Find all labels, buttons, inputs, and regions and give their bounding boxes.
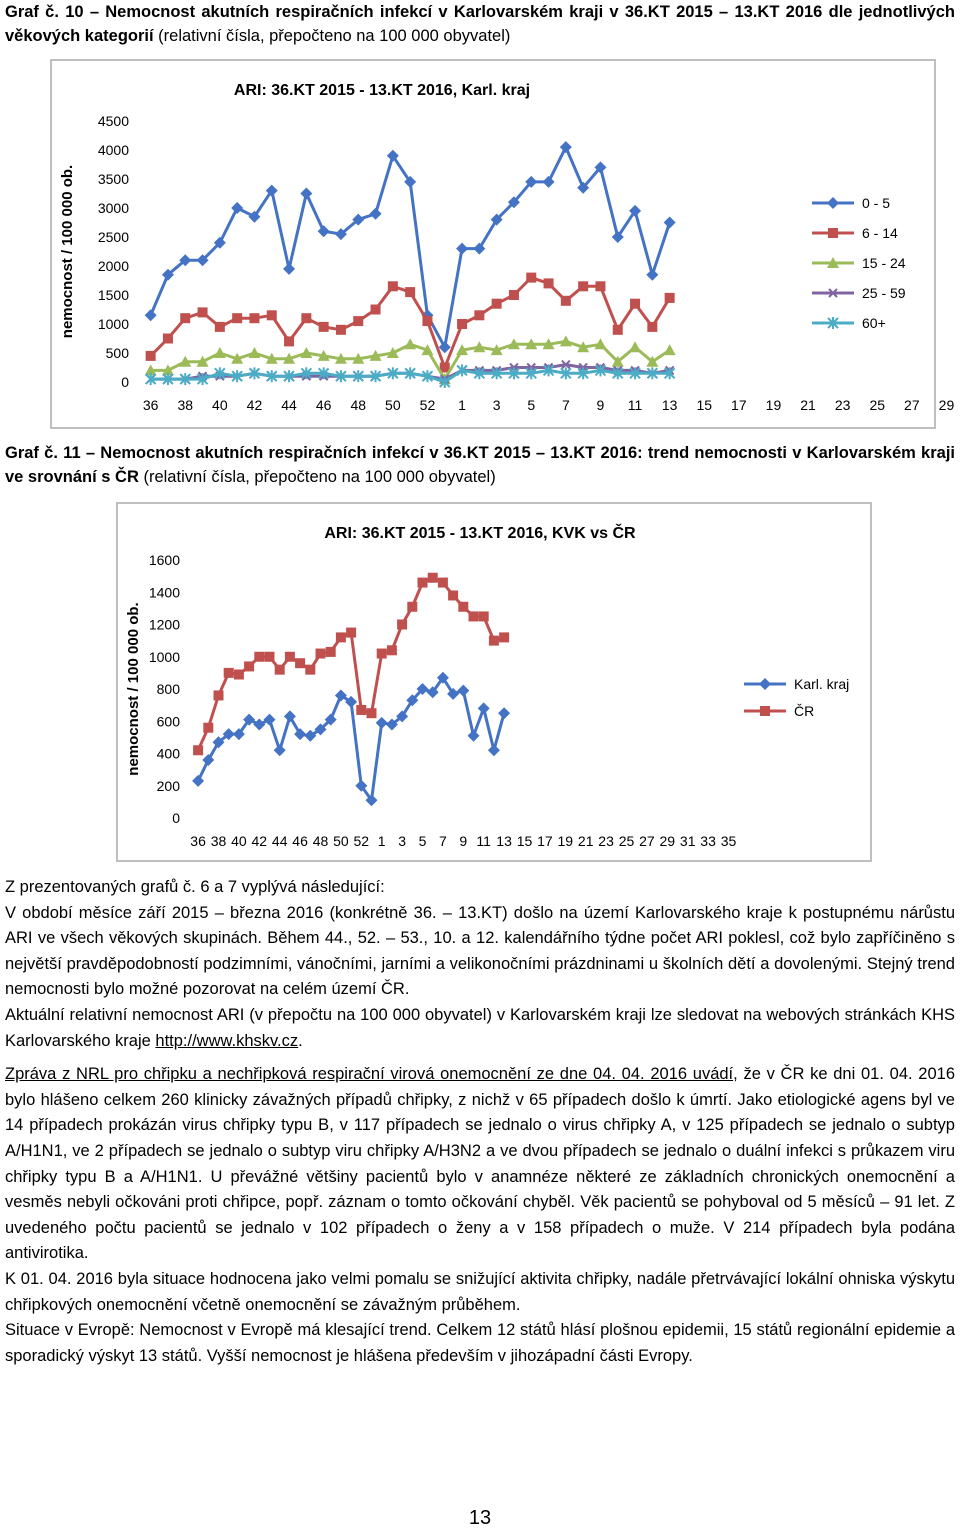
data-point-1-8 xyxy=(275,665,285,675)
data-point-0-5 xyxy=(231,202,243,214)
x-tick-label: 7 xyxy=(439,833,447,849)
data-point-0-7 xyxy=(264,714,276,726)
x-tick-label: 29 xyxy=(659,833,676,849)
data-point-1-23 xyxy=(544,278,554,288)
graph10-caption-normal: (relativní čísla, přepočteno na 100 000 obyvatel) xyxy=(153,27,511,45)
x-tick-label: 52 xyxy=(419,397,436,413)
data-point-0-17 xyxy=(439,341,451,353)
x-tick-label: 17 xyxy=(537,833,553,849)
x-tick-label: 33 xyxy=(700,833,716,849)
legend-marker-0 xyxy=(759,678,771,690)
data-point-1-5 xyxy=(232,313,242,323)
x-tick-label: 36 xyxy=(190,833,206,849)
x-tick-label: 35 xyxy=(720,833,737,849)
x-tick-label: 5 xyxy=(418,833,427,849)
data-point-1-11 xyxy=(336,325,346,335)
legend-label-4: 60+ xyxy=(862,315,886,331)
data-point-2-6 xyxy=(248,347,260,358)
data-point-0-29 xyxy=(488,744,500,756)
graph11-caption-bold: Graf č. 11 – Nemocnost akutních respiračních infekcí v 36.KT 2015 – 13.KT 2016: trend nemocnosti v Karlovarském kraji ve srovnání s ČR xyxy=(5,444,955,486)
data-point-1-13 xyxy=(371,305,381,315)
data-point-1-16 xyxy=(356,705,366,715)
data-point-1-9 xyxy=(285,652,295,662)
data-point-0-9 xyxy=(284,710,296,722)
paragraph-khs xyxy=(5,1003,955,1054)
x-tick-label: 31 xyxy=(679,833,696,849)
x-tick-label: 29 xyxy=(938,397,955,413)
x-tick-label: 5 xyxy=(527,397,536,413)
data-point-1-12 xyxy=(316,649,326,659)
y-tick-label: 4500 xyxy=(97,113,129,129)
data-point-1-11 xyxy=(305,665,315,675)
y-axis-label: nemocnost / 100 000 ob. xyxy=(59,164,76,339)
data-point-1-24 xyxy=(438,578,448,588)
data-point-0-8 xyxy=(283,263,295,275)
data-point-1-26 xyxy=(595,281,605,291)
data-point-0-6 xyxy=(253,718,265,730)
y-tick-label: 800 xyxy=(156,681,180,697)
x-tick-label: 27 xyxy=(639,833,655,849)
chart-kvk-vs-cr-svg xyxy=(118,504,870,860)
y-tick-label: 1500 xyxy=(97,287,129,303)
x-tick-label: 36 xyxy=(142,397,159,413)
x-tick-label: 15 xyxy=(516,833,533,849)
paragraph-nrl-text: , že v ČR ke dni 01. 04. 2016 bylo hlášeno celkem 260 klinicky závažných případů chřipky, z nichž v 65 případech došlo k úmrtí. Jako etiologické agens byl ve 14 případech prokázán virus chřipky typu B, v 117 případech se jednalo o virus chřipky A, v 125 případech se jednalo o subtyp A/H1N1, ve 2 případech se jednalo o subtyp viru chřipky A/H3N2 a ve dvou případech se jednalo o duální infekci s průkazem viru chřipky typu B a A/H1N1. U převážné většiny pacientů bylo v anamnéze některé ze základních chronických onemocnění a vesměs nebyli očkováni proti chřipce, popř. záznam o tomto očkování chyběl. Věk pacientů se pohyboval od 5 měsíců – 91 let. Z uvedeného počtu pacientů se jednalo v 102 případech o ženy a v 158 případech o muže. V 214 případech byla podána antivirotika. xyxy=(5,1065,956,1263)
x-tick-label: 23 xyxy=(834,397,851,413)
data-point-1-2 xyxy=(214,690,224,700)
data-point-1-13 xyxy=(326,647,336,657)
data-point-1-6 xyxy=(249,313,259,323)
legend-marker-0 xyxy=(827,197,839,209)
data-point-1-20 xyxy=(492,299,502,309)
x-tick-label: 23 xyxy=(598,833,614,849)
x-tick-label: 25 xyxy=(869,397,886,413)
data-point-0-27 xyxy=(468,730,480,742)
summary-paragraphs xyxy=(5,875,955,1369)
data-point-1-7 xyxy=(267,310,277,320)
paragraph-europe: Situace v Evropě: Nemocnost v Evropě má klesající trend. Celkem 12 států hlásí plošnou epidemii, 15 států regionální epidemie a sporadický výskyt 13 států. Vyšší nemocnost je hlášena především v jihozápadní části Evropy. xyxy=(5,1321,955,1365)
data-point-1-27 xyxy=(469,611,479,621)
data-point-1-4 xyxy=(234,669,244,679)
data-point-1-1 xyxy=(163,334,173,344)
paragraph-khs-end: . xyxy=(298,1031,303,1050)
data-point-0-18 xyxy=(456,243,468,255)
x-tick-label: 44 xyxy=(281,397,297,413)
chart-title: ARI: 36.KT 2015 - 13.KT 2016, Karl. kraj xyxy=(233,82,531,99)
data-point-1-22 xyxy=(526,273,536,283)
graph10-caption-bold: Graf č. 10 – Nemocnost akutních respiračních infekcí v Karlovarském kraji v 36.KT 2015 – 13.KT 2016 dle jednotlivých věkových kategorií xyxy=(5,3,955,45)
x-tick-label: 25 xyxy=(618,833,635,849)
x-tick-label: 50 xyxy=(385,397,401,413)
data-point-1-16 xyxy=(422,316,432,326)
x-tick-label: 38 xyxy=(177,397,194,413)
legend-label-3: 25 - 59 xyxy=(862,285,906,301)
chart-age-groups xyxy=(50,59,955,429)
y-tick-label: 2000 xyxy=(97,258,129,274)
x-tick-label: 7 xyxy=(561,397,570,413)
data-point-0-9 xyxy=(300,188,312,200)
x-tick-label: 19 xyxy=(765,397,782,413)
data-point-1-25 xyxy=(578,281,588,291)
y-tick-label: 200 xyxy=(156,777,180,794)
chart-kvk-vs-cr xyxy=(116,502,872,862)
x-tick-label: 3 xyxy=(492,397,501,413)
y-tick-label: 3500 xyxy=(97,171,129,187)
graph11-caption xyxy=(5,441,955,489)
chart-age-groups-svg xyxy=(52,61,955,427)
data-point-0-29 xyxy=(646,269,658,281)
data-point-1-7 xyxy=(265,652,275,662)
graph10-caption xyxy=(5,0,955,48)
x-tick-label: 48 xyxy=(312,833,329,849)
x-tick-label: 42 xyxy=(246,397,263,413)
y-tick-label: 1000 xyxy=(148,648,180,665)
data-point-1-22 xyxy=(418,578,428,588)
data-point-1-28 xyxy=(479,611,489,621)
data-point-1-30 xyxy=(665,293,675,303)
y-tick-label: 0 xyxy=(172,810,180,826)
data-point-2-28 xyxy=(629,341,641,352)
data-point-1-27 xyxy=(613,325,623,335)
data-point-1-3 xyxy=(224,668,234,678)
data-point-2-15 xyxy=(404,338,416,349)
data-point-1-10 xyxy=(295,658,305,668)
y-tick-label: 1200 xyxy=(148,616,180,633)
paragraph-nrl xyxy=(5,1062,955,1267)
data-point-1-14 xyxy=(336,632,346,642)
data-point-1-28 xyxy=(630,299,640,309)
legend-label-2: 15 - 24 xyxy=(862,255,906,271)
x-tick-label: 9 xyxy=(459,833,468,849)
y-axis-label: nemocnost / 100 000 ob. xyxy=(125,602,142,776)
x-tick-label: 19 xyxy=(557,833,574,849)
x-tick-label: 11 xyxy=(627,397,643,413)
data-point-1-6 xyxy=(254,652,264,662)
x-tick-label: 13 xyxy=(496,833,512,849)
y-tick-label: 4000 xyxy=(97,142,129,158)
x-tick-label: 1 xyxy=(458,397,466,413)
data-point-0-30 xyxy=(498,707,510,719)
x-tick-label: 50 xyxy=(333,833,349,849)
y-tick-label: 400 xyxy=(156,745,180,762)
x-tick-label: 9 xyxy=(596,397,605,413)
legend-label-0: Karl. kraj xyxy=(794,676,850,692)
x-tick-label: 21 xyxy=(800,397,816,413)
data-point-1-0 xyxy=(146,351,156,361)
data-point-1-3 xyxy=(198,307,208,317)
legend-label-1: ČR xyxy=(794,703,815,719)
data-point-1-19 xyxy=(387,645,397,655)
data-point-0-24 xyxy=(560,141,572,153)
x-tick-label: 27 xyxy=(904,397,920,413)
graph11-caption-normal: (relativní čísla, přepočteno na 100 000 obyvatel) xyxy=(138,468,496,486)
data-point-0-0 xyxy=(192,775,204,787)
data-point-1-2 xyxy=(180,313,190,323)
y-tick-label: 2500 xyxy=(97,229,129,245)
chart-title: ARI: 36.KT 2015 - 13.KT 2016, KVK vs ČR xyxy=(324,525,636,542)
data-point-1-30 xyxy=(499,632,509,642)
data-point-1-1 xyxy=(203,723,213,733)
x-tick-label: 40 xyxy=(212,397,228,413)
data-point-1-18 xyxy=(377,649,387,659)
data-point-1-5 xyxy=(244,661,254,671)
data-point-1-15 xyxy=(346,628,356,638)
x-tick-label: 17 xyxy=(731,397,747,413)
data-point-1-24 xyxy=(561,296,571,306)
khskv-link[interactable]: http://www.khskv.cz xyxy=(155,1031,299,1050)
x-tick-label: 1 xyxy=(377,833,386,849)
x-tick-label: 52 xyxy=(353,833,370,849)
paragraph-intro: Z prezentovaných grafů č. 6 a 7 vyplývá následující: xyxy=(5,878,385,896)
data-point-0-23 xyxy=(543,176,555,188)
data-point-1-18 xyxy=(457,319,467,329)
data-point-1-17 xyxy=(367,708,377,718)
data-point-1-26 xyxy=(458,602,468,612)
data-point-1-15 xyxy=(405,287,415,297)
data-point-1-8 xyxy=(284,336,294,346)
data-point-1-29 xyxy=(489,636,499,646)
data-point-2-30 xyxy=(664,344,676,355)
y-tick-label: 500 xyxy=(105,345,129,361)
y-tick-label: 1400 xyxy=(148,584,180,601)
y-tick-label: 1000 xyxy=(97,316,129,332)
data-point-1-0 xyxy=(193,745,203,755)
data-point-1-23 xyxy=(428,573,438,583)
data-point-0-1 xyxy=(202,754,214,766)
data-point-0-28 xyxy=(478,702,490,714)
data-point-0-26 xyxy=(457,685,469,697)
data-point-0-18 xyxy=(376,717,388,729)
legend-label-1: 6 - 14 xyxy=(862,225,898,241)
data-point-1-4 xyxy=(215,322,225,332)
data-point-2-4 xyxy=(214,347,226,358)
x-tick-label: 15 xyxy=(696,397,713,413)
x-tick-label: 46 xyxy=(292,833,308,849)
data-point-1-9 xyxy=(301,313,311,323)
data-point-1-12 xyxy=(353,316,363,326)
x-tick-label: 11 xyxy=(476,833,491,849)
x-tick-label: 38 xyxy=(210,833,227,849)
data-point-0-10 xyxy=(294,728,306,740)
data-point-0-13 xyxy=(370,208,382,220)
data-point-1-29 xyxy=(647,322,657,332)
x-tick-label: 46 xyxy=(315,397,332,413)
x-tick-label: 3 xyxy=(398,833,406,849)
nrl-report-link[interactable]: Zpráva z NRL pro chřipku a nechřipková respirační virová onemocnění ze dne 04. 04. 2016 uvádí xyxy=(5,1065,734,1084)
x-tick-label: 13 xyxy=(661,397,678,413)
paragraph-situation: K 01. 04. 2016 byla situace hodnocena jako velmi pomalu se snižující aktivita chřipky, nadále přetrvávající lokální ohniska výskytu chřipkových onemocnění včetně onemocnění se závažným průběhem. xyxy=(5,1269,955,1314)
data-point-0-8 xyxy=(274,744,286,756)
y-tick-label: 3000 xyxy=(97,200,129,216)
legend-marker-1 xyxy=(828,228,838,238)
legend-marker-1 xyxy=(760,706,770,716)
y-tick-label: 0 xyxy=(121,374,129,390)
data-point-1-25 xyxy=(448,590,458,600)
x-tick-label: 48 xyxy=(350,397,367,413)
data-point-1-21 xyxy=(407,602,417,612)
x-tick-label: 40 xyxy=(231,833,247,849)
y-tick-label: 1600 xyxy=(148,552,180,568)
paragraph-khs-text: Aktuální relativní nemocnost ARI (v přepočtu na 100 000 obyvatel) v Karlovarském kraji lze sledovat na webových stránkách KHS Karlovarského kraje xyxy=(5,1005,955,1050)
y-tick-label: 600 xyxy=(156,713,180,730)
data-point-0-30 xyxy=(664,217,676,229)
x-tick-label: 44 xyxy=(271,833,288,849)
x-tick-label: 21 xyxy=(577,833,594,849)
data-point-1-10 xyxy=(319,322,329,332)
data-point-0-10 xyxy=(318,225,330,237)
data-point-0-0 xyxy=(145,309,157,321)
paragraph-trend: V období měsíce září 2015 – března 2016 (konkrétně 36. – 13.KT) došlo na území Karlovarského kraje k postupnému nárůstu ARI ve všech věkových skupinách. Během 44., 52. – 53., 10. a 12. kalendářního týdne počet ARI poklesl, což bylo zapříčiněno s největší pravděpodobností podzimními, vánočními, jarními a velikonočními prázdninami u školních dětí a dovolenými. Stejný trend nemocnosti bylo možné pozorovat na celém území ČR. xyxy=(5,903,955,999)
data-point-1-20 xyxy=(397,620,407,630)
x-tick-label: 42 xyxy=(251,833,268,849)
data-point-1-21 xyxy=(509,290,519,300)
data-point-1-14 xyxy=(388,281,398,291)
page-number: 13 xyxy=(468,1507,492,1529)
legend-label-0: 0 - 5 xyxy=(862,195,891,211)
data-point-1-19 xyxy=(474,310,484,320)
